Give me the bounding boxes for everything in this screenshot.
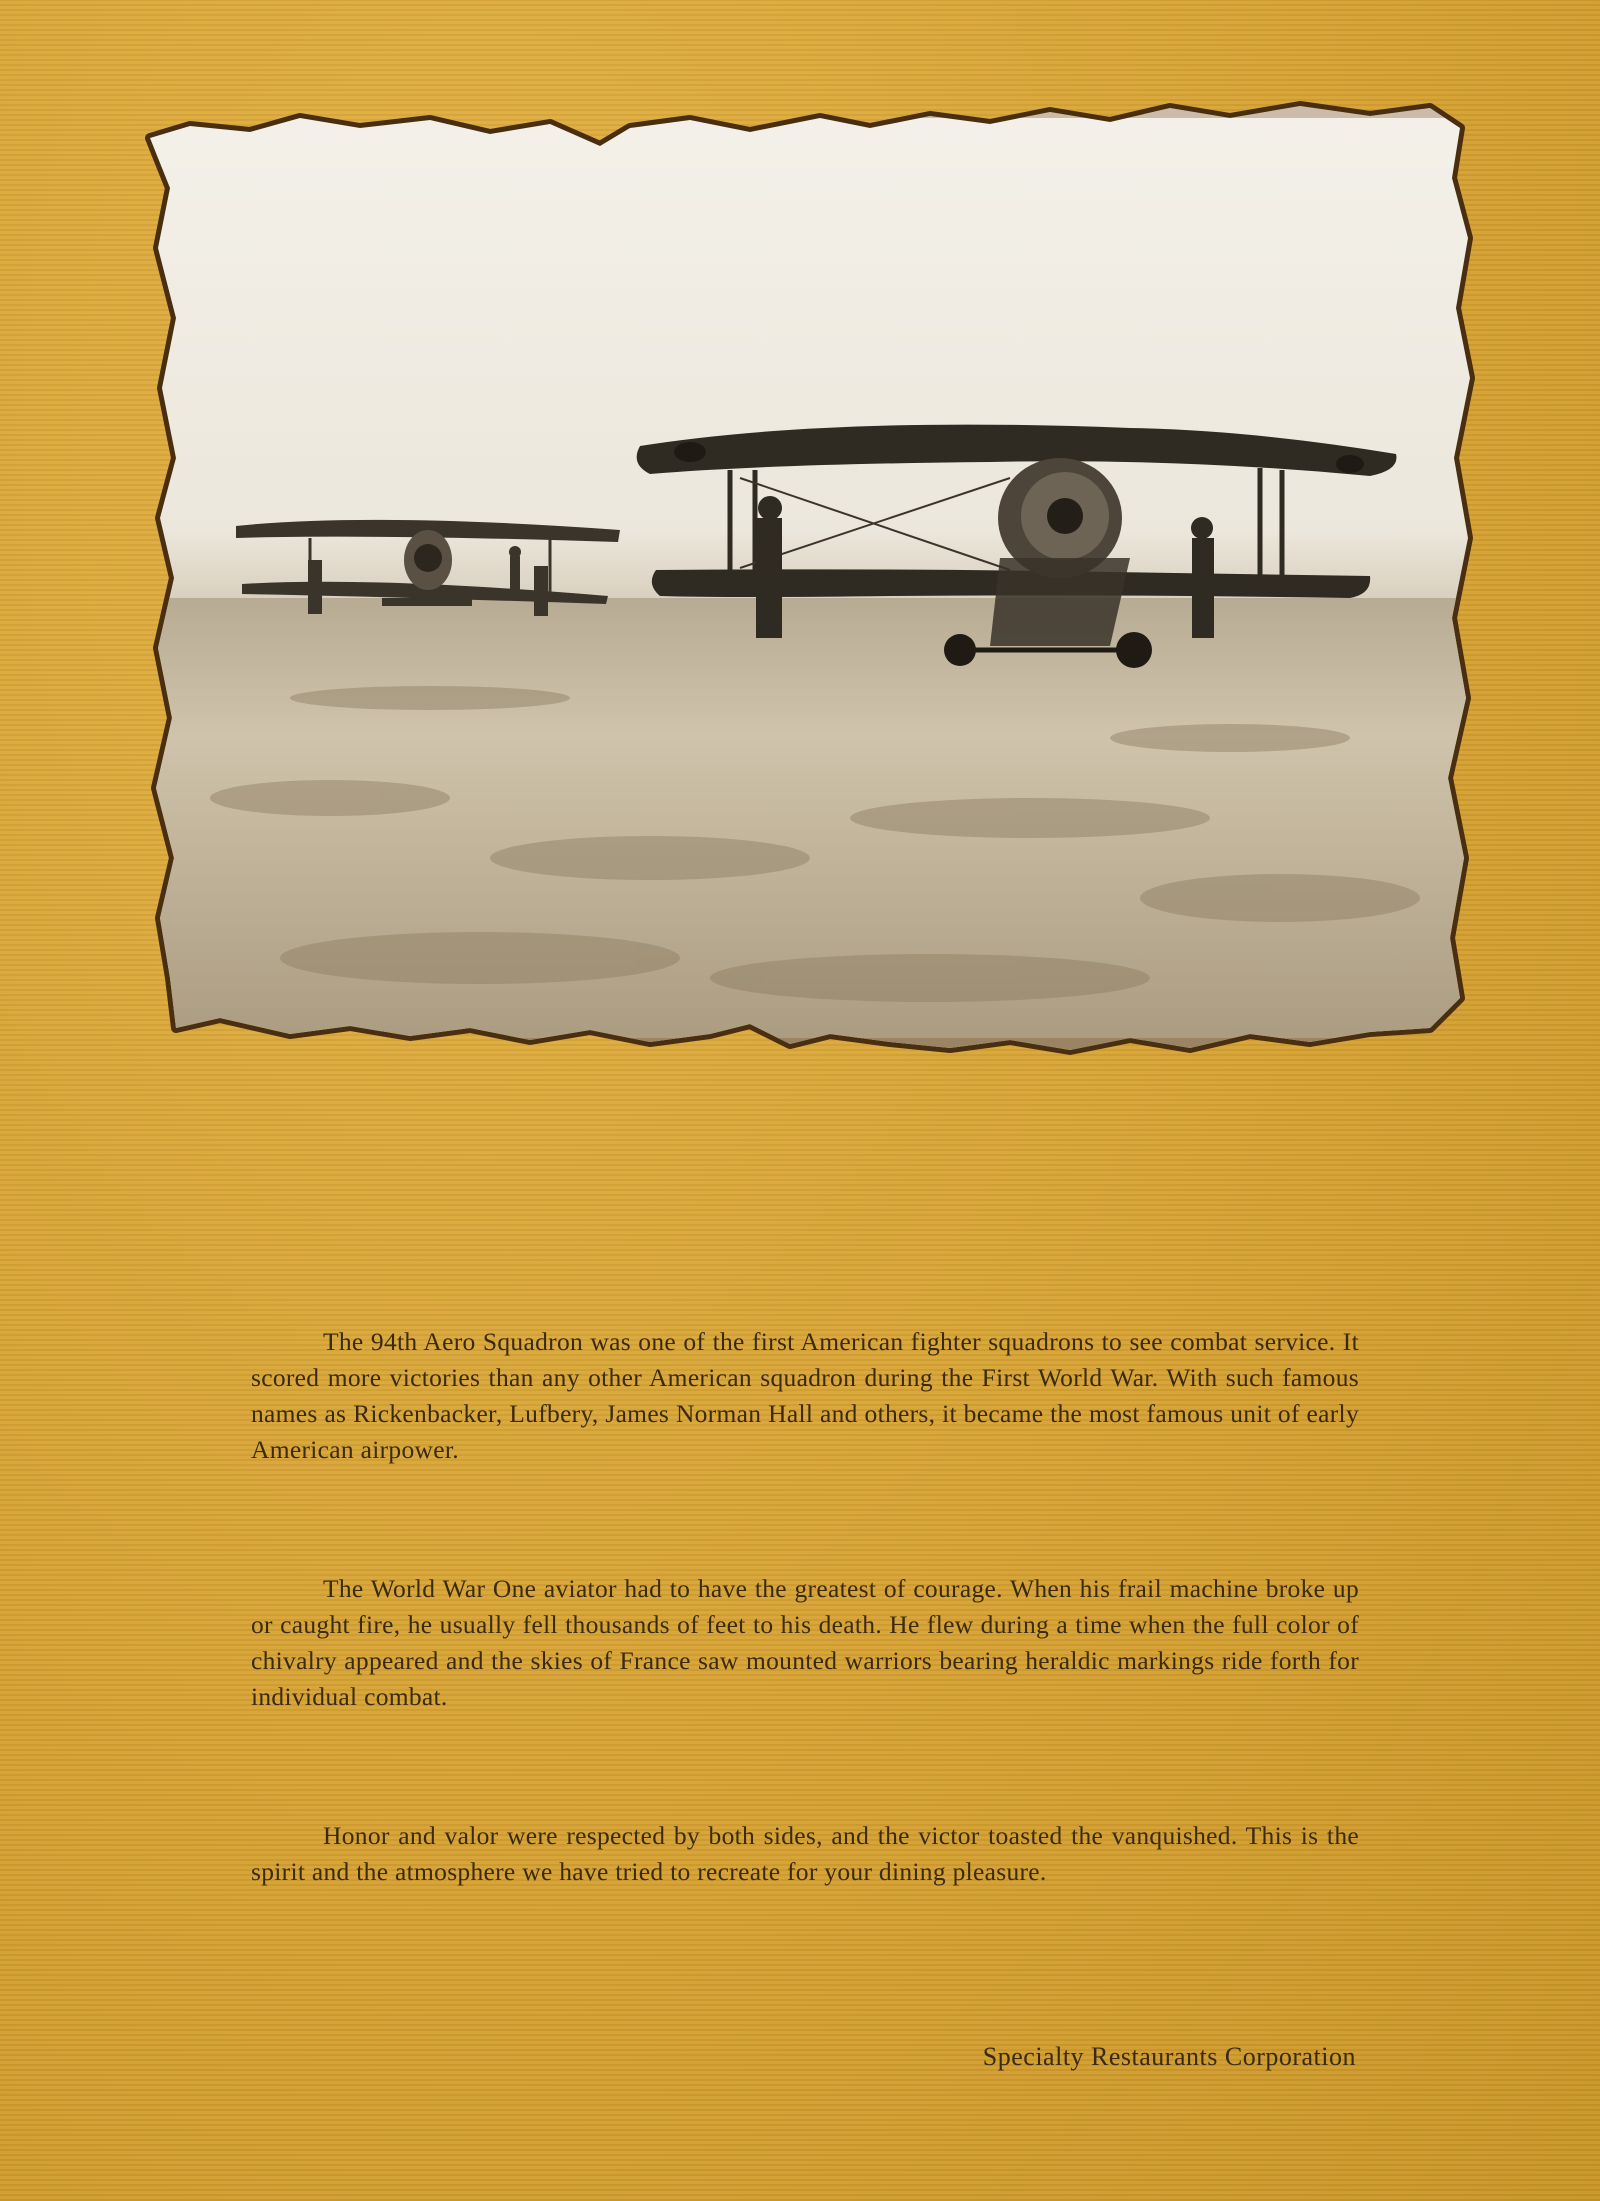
paragraph-honor-valor: Honor and valor were respected by both sides, and the victor toasted the vanquished. This is the spirit and the atmosphere we have tried to recreate for your dining pleasure. xyxy=(251,1820,1359,1886)
biplanes-airfield-photo xyxy=(130,98,1490,1058)
paragraph-squadron-history: The 94th Aero Squadron was one of the first American fighter squadrons to see combat service. It scored more victories than any other American squadron during the First World War. With such famous names as Rickenbacker, Lufbery, James Norman Hall and others, it became the most famous unit of early American airpower. xyxy=(251,1326,1359,1464)
signature-company: Specialty Restaurants Corporation xyxy=(982,2042,1356,2071)
burned-edge-photo xyxy=(130,98,1490,1058)
paragraph-aviator-courage: The World War One aviator had to have the greatest of courage. When his frail machine broke up or caught fire, he usually fell thousands of feet to his death. He flew during a time when the full color of chivalry appeared and the skies of France saw mounted warriors bearing heraldic markings ride forth for individual combat. xyxy=(251,1573,1359,1711)
